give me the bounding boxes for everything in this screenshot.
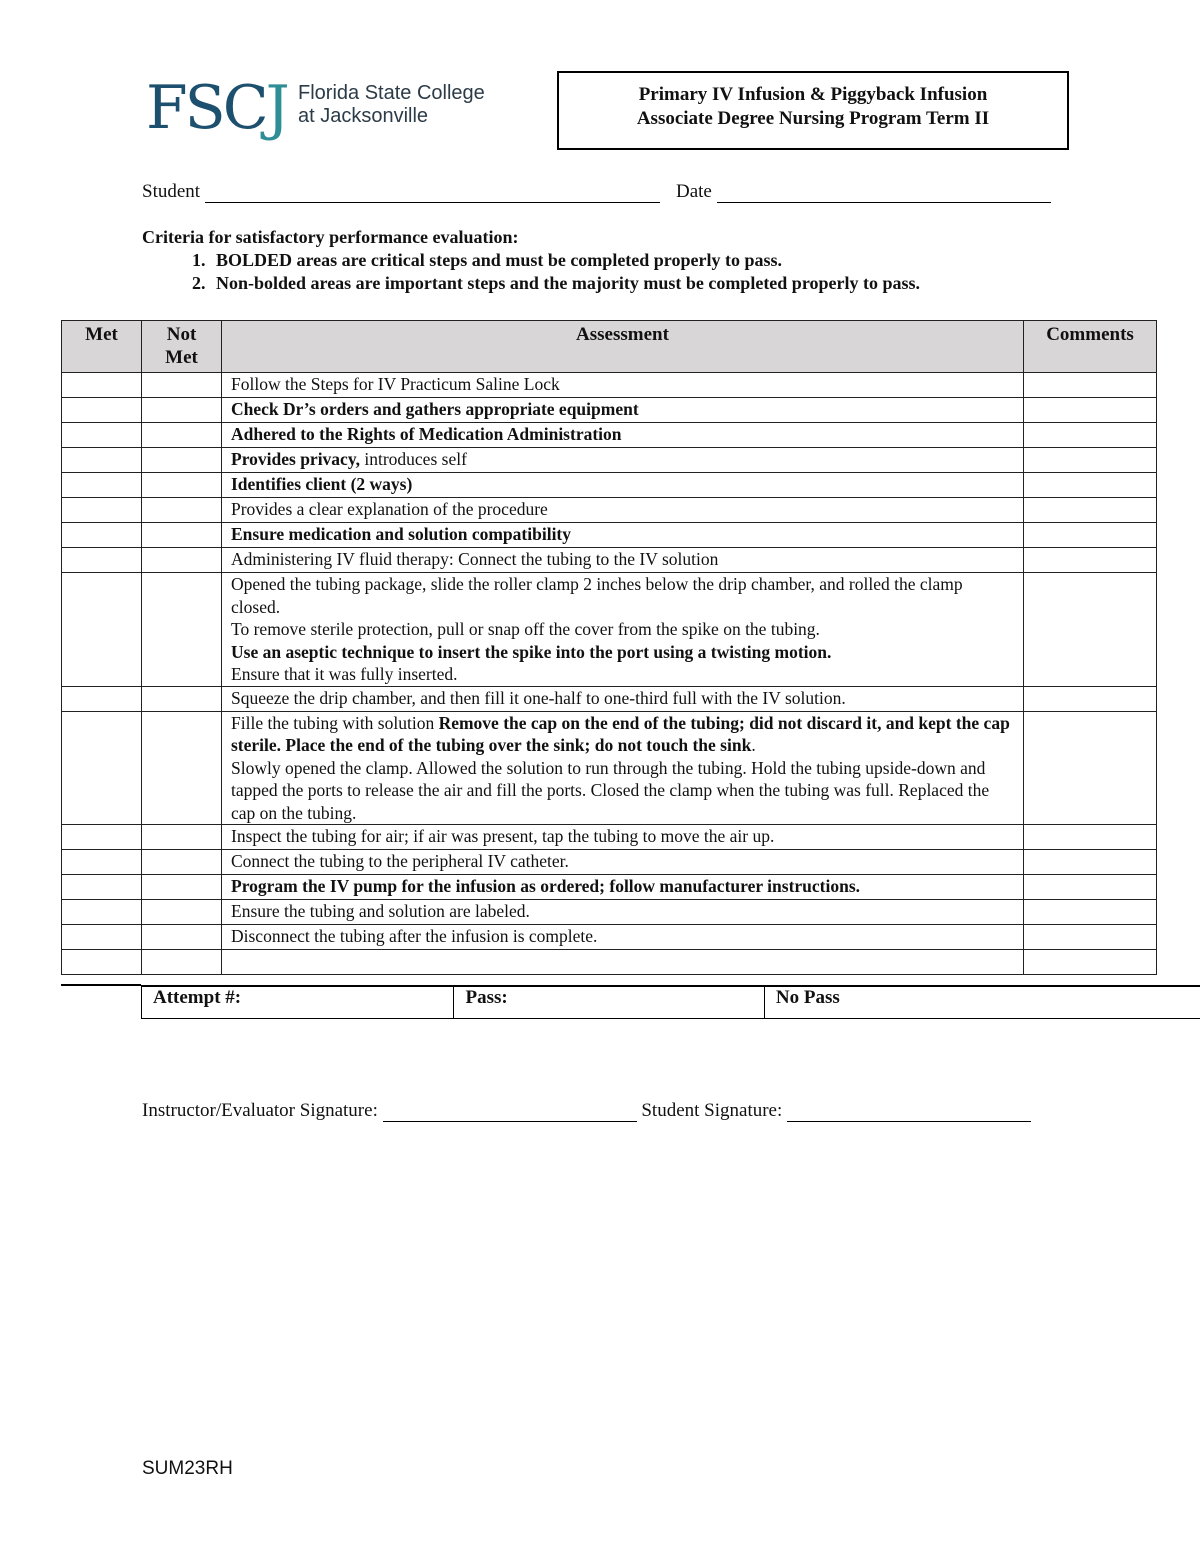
assessment-cell [222,925,1024,950]
assessment-text: Program the IV pump for the infusion as ordered; follow manufacturer instructions. [231,876,861,896]
assessment-text: Identifies client (2 ways) [231,474,413,494]
criteria-section [142,226,920,295]
met-cell[interactable] [62,448,142,473]
met-cell[interactable] [62,523,142,548]
met-cell[interactable] [62,850,142,875]
assessment-cell [222,686,1024,711]
assessment-cell [222,373,1024,398]
assessment-text: To remove sterile protection, pull or snap off the cover from the spike on the tubing. [231,619,820,639]
no-pass-cell[interactable]: No Pass [764,986,1200,1019]
comments-cell[interactable] [1024,498,1157,523]
criteria-list [142,249,920,295]
assessment-text: Connect the tubing to the peripheral IV catheter. [231,851,569,871]
not-met-cell[interactable] [142,373,222,398]
assessment-cell [222,398,1024,423]
met-cell[interactable] [62,686,142,711]
not-met-cell[interactable] [142,498,222,523]
assessment-text: Disconnect the tubing after the infusion is complete. [231,926,598,946]
table-row [62,373,1157,398]
not-met-cell[interactable] [142,448,222,473]
comments-cell[interactable] [1024,875,1157,900]
assessment-cell [222,423,1024,448]
criteria-item: 1. BOLDED areas are critical steps and must be completed properly to pass. [210,249,920,272]
date-field [676,181,1051,203]
assessment-cell [222,498,1024,523]
comments-cell[interactable] [1024,711,1157,825]
table-row [62,423,1157,448]
not-met-cell[interactable] [142,950,222,975]
table-row [62,473,1157,498]
comments-cell[interactable] [1024,573,1157,687]
assessment-rows [62,373,1157,975]
assessment-cell [222,573,1024,687]
comments-cell[interactable] [1024,950,1157,975]
not-met-cell[interactable] [142,850,222,875]
table-row [62,900,1157,925]
comments-cell[interactable] [1024,373,1157,398]
not-met-cell[interactable] [142,711,222,825]
not-met-cell[interactable] [142,825,222,850]
table-header-row [62,321,1157,373]
assessment-cell [222,900,1024,925]
met-cell[interactable] [62,925,142,950]
comments-cell[interactable] [1024,900,1157,925]
assessment-text: Administering IV fluid therapy: Connect the tubing to the IV solution [231,549,719,569]
criteria-item: 2. Non-bolded areas are important steps and the majority must be completed properly to pass. [210,272,920,295]
date-line[interactable] [717,182,1051,203]
comments-cell[interactable] [1024,523,1157,548]
assessment-text: Slowly opened the clamp. Allowed the solution to run through the tubing. Hold the tubing upside-down and tapped the ports to release the air and fill the ports. Closed the clamp when the tubing was full. Replaced the cap on the tubing. [231,757,990,823]
instructor-signature-line[interactable] [383,1101,637,1122]
header-comments: Comments [1024,321,1157,373]
signature-section [142,1100,1031,1122]
met-cell[interactable] [62,875,142,900]
form-subtitle: Associate Degree Nursing Program Term II [636,108,990,129]
table-row [62,398,1157,423]
assessment-text: . [751,735,756,755]
table-row [62,498,1157,523]
assessment-text: Check Dr’s orders and gathers appropriate equipment [231,399,639,419]
met-cell[interactable] [62,711,142,825]
table-row [62,448,1157,473]
form-title-box [557,71,1069,150]
assessment-text: Inspect the tubing for air; if air was present, tap the tubing to move the air up. [231,826,775,846]
comments-cell[interactable] [1024,925,1157,950]
instructor-signature-label: Instructor/Evaluator Signature: [142,1100,378,1121]
assessment-cell [222,825,1024,850]
assessment-text: Ensure medication and solution compatibility [231,524,572,544]
assessment-cell [222,473,1024,498]
assessment-cell [222,875,1024,900]
not-met-cell[interactable] [142,473,222,498]
header-assessment: Assessment [222,321,1024,373]
met-cell[interactable] [62,498,142,523]
attempt-cell[interactable]: Attempt #: [142,986,454,1019]
met-cell[interactable] [62,473,142,498]
assessment-cell [222,448,1024,473]
comments-cell[interactable] [1024,850,1157,875]
table-row [62,825,1157,850]
student-signature-line[interactable] [787,1101,1031,1122]
assessment-cell [222,850,1024,875]
assessment-text: Squeeze the drip chamber, and then fill it one-half to one-third full with the IV solution. [231,687,846,708]
assessment-text: Opened the tubing package, slide the roller clamp 2 inches below the drip chamber, and rolled the clamp closed. [231,574,963,617]
table-row [62,573,1157,687]
assessment-table [61,320,1157,975]
not-met-cell[interactable] [142,686,222,711]
not-met-cell[interactable] [142,900,222,925]
comments-cell[interactable] [1024,398,1157,423]
assessment-cell [222,711,1024,825]
assessment-text: Ensure that it was fully inserted. [231,664,458,684]
assessment-text: Provides a clear explanation of the procedure [231,499,548,519]
form-title: Primary IV Infusion & Piggyback Infusion [638,84,988,105]
met-cell[interactable] [62,950,142,975]
not-met-cell[interactable] [142,523,222,548]
table-row [62,925,1157,950]
met-cell[interactable] [62,398,142,423]
date-label: Date [676,181,712,202]
table-row [62,711,1157,825]
assessment-text: Adhered to the Rights of Medication Administration [231,424,622,444]
not-met-cell[interactable] [142,548,222,573]
assessment-text: Fille the tubing with solution [231,712,439,733]
logo-text: Florida State College at Jacksonville [298,82,485,127]
comments-cell[interactable] [1024,423,1157,448]
header-met: Met [62,321,142,373]
assessment-cell [222,548,1024,573]
table-row [62,523,1157,548]
comments-cell[interactable] [1024,448,1157,473]
not-met-cell[interactable] [142,875,222,900]
comments-cell[interactable] [1024,473,1157,498]
pass-cell[interactable]: Pass: [454,986,764,1019]
met-cell[interactable] [62,573,142,687]
not-met-cell[interactable] [142,423,222,448]
assessment-text: Remove the cap on the end of the tubing; did not discard it, and kept the cap sterile. Place the end of the tubing over the sink; do not touch the sink [231,712,1010,755]
met-cell[interactable] [62,548,142,573]
comments-cell[interactable] [1024,825,1157,850]
logo-mark: FSCJ [146,73,287,143]
student-name-line[interactable] [205,182,660,203]
student-label: Student [142,181,201,202]
student-signature-label: Student Signature: [641,1100,783,1121]
assessment-cell [222,950,1024,975]
assessment-text: Follow the Steps for IV Practicum Saline Lock [231,374,560,394]
assessment-text: Use an aseptic technique to insert the spike into the port using a twisting motion. [231,641,832,662]
met-cell[interactable] [62,825,142,850]
met-cell[interactable] [62,373,142,398]
table-row [62,686,1157,711]
not-met-cell[interactable] [142,925,222,950]
result-table [141,985,1200,1019]
criteria-heading: Criteria for satisfactory performance evaluation: [142,227,519,247]
met-cell[interactable] [62,900,142,925]
met-cell[interactable] [62,423,142,448]
assessment-text: introduces self [359,449,467,469]
assessment-text: Ensure the tubing and solution are labeled. [231,901,530,921]
assessment-text: Provides privacy, [231,449,360,469]
not-met-cell[interactable] [142,573,222,687]
header-not-met: Not Met [142,321,222,373]
assessment-cell [222,523,1024,548]
comments-cell[interactable] [1024,548,1157,573]
footer-code: SUM23RH [142,1458,233,1479]
divider [61,984,141,986]
college-logo [146,73,491,148]
table-row [62,875,1157,900]
comments-cell[interactable] [1024,686,1157,711]
table-row [62,548,1157,573]
student-field [142,181,660,203]
table-row [62,850,1157,875]
not-met-cell[interactable] [142,398,222,423]
table-row [62,950,1157,975]
